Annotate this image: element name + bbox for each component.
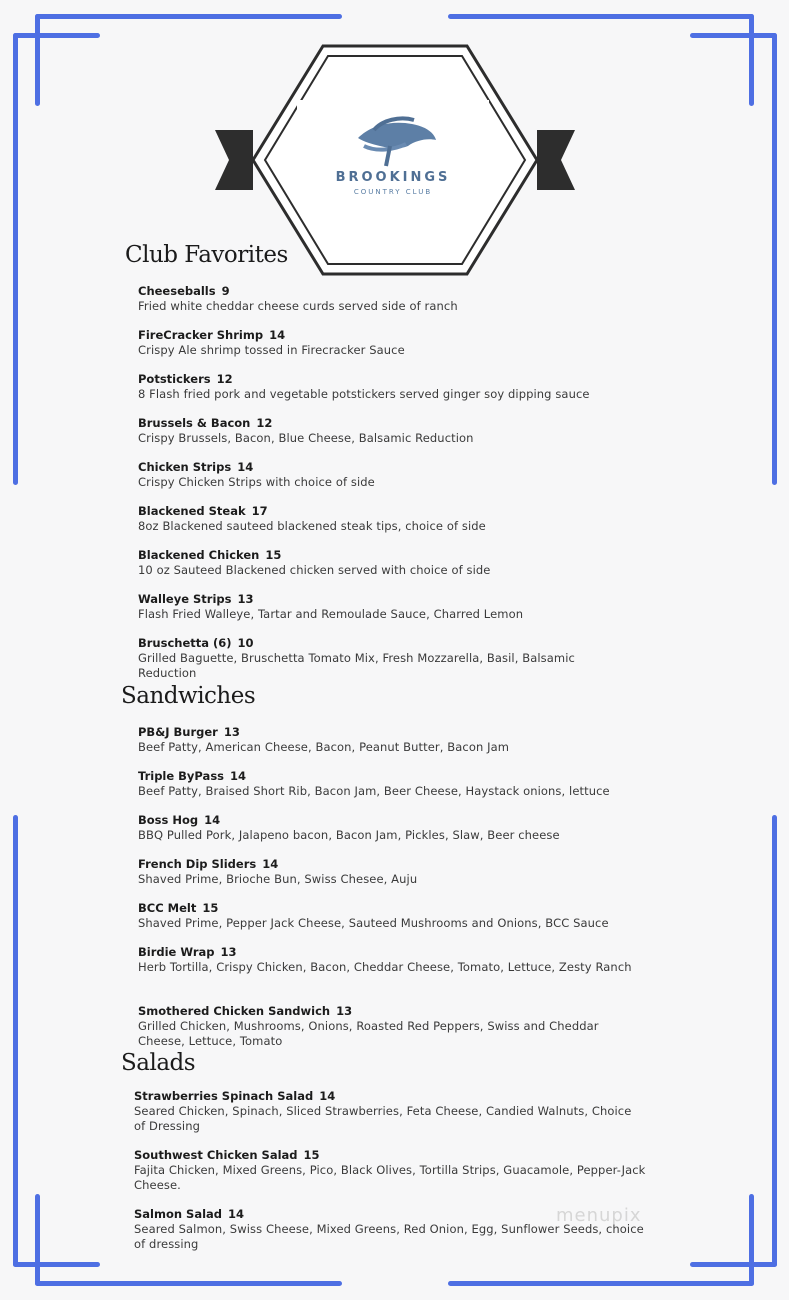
item-price: 12: [256, 416, 273, 430]
item-price: 14: [228, 1207, 245, 1221]
tree-icon: [350, 116, 440, 168]
item-name: Brussels & Bacon: [138, 416, 251, 430]
item-description: Seared Salmon, Swiss Cheese, Mixed Greens, Red Onion, Egg, Sunflower Seeds, choice of dressing: [134, 1222, 644, 1252]
menu-item: [138, 901, 668, 931]
item-price: 12: [216, 372, 233, 386]
watermark: menupix: [556, 1205, 642, 1226]
item-description: 10 oz Sauteed Blackened chicken served with choice of side: [138, 563, 491, 577]
section-heading-club-favorites: Club Favorites: [125, 242, 288, 268]
ribbon-right: [537, 130, 575, 190]
item-description: Crispy Chicken Strips with choice of side: [138, 475, 375, 489]
menu-item: [138, 813, 668, 843]
menu-item: [138, 284, 668, 314]
item-price: 13: [336, 1004, 353, 1018]
item-name: Potstickers: [138, 372, 211, 386]
item-description: Fajita Chicken, Mixed Greens, Pico, Black Olives, Tortilla Strips, Guacamole, Pepper-Jack Cheese.: [134, 1163, 646, 1193]
item-description: Shaved Prime, Brioche Bun, Swiss Chesee, Auju: [138, 872, 418, 886]
logo-subtitle: COUNTRY CLUB: [353, 188, 433, 196]
item-name: Strawberries Spinach Salad: [134, 1089, 314, 1103]
item-price: 13: [237, 592, 254, 606]
item-price: 14: [319, 1089, 336, 1103]
item-name: Chicken Strips: [138, 460, 232, 474]
item-name: Blackened Steak: [138, 504, 246, 518]
item-name: BCC Melt: [138, 901, 197, 915]
logo-name: BROOKINGS: [335, 170, 451, 185]
item-price: 9: [221, 284, 230, 298]
item-description: Seared Chicken, Spinach, Sliced Strawberries, Feta Cheese, Candied Walnuts, Choice of Dressing: [134, 1104, 632, 1134]
item-description: Beef Patty, Braised Short Rib, Bacon Jam, Beer Cheese, Haystack onions, lettuce: [138, 784, 610, 798]
item-name: Blackened Chicken: [138, 548, 260, 562]
item-name: PB&J Burger: [138, 725, 218, 739]
item-price: 14: [237, 460, 254, 474]
item-price: 15: [202, 901, 219, 915]
menu-item: [134, 1089, 634, 1135]
item-price: 14: [262, 857, 279, 871]
menu-item: [138, 945, 648, 975]
menu-item: [138, 504, 668, 534]
item-description: Herb Tortilla, Crispy Chicken, Bacon, Cheddar Cheese, Tomato, Lettuce, Zesty Ranch: [138, 960, 632, 974]
item-price: 17: [251, 504, 268, 518]
item-price: 10: [237, 636, 254, 650]
item-name: Birdie Wrap: [138, 945, 215, 959]
section-heading-sandwiches: Sandwiches: [121, 683, 256, 709]
item-name: Boss Hog: [138, 813, 199, 827]
item-price: 15: [303, 1148, 320, 1162]
menu-item: [138, 372, 668, 402]
item-description: Fried white cheddar cheese curds served side of ranch: [138, 299, 458, 313]
item-description: Shaved Prime, Pepper Jack Cheese, Sauteed Mushrooms and Onions, BCC Sauce: [138, 916, 609, 930]
menu-item: [138, 548, 668, 578]
item-name: French Dip Sliders: [138, 857, 257, 871]
item-name: FireCracker Shrimp: [138, 328, 264, 342]
menu-item: [138, 636, 618, 682]
item-description: 8oz Blackened sauteed blackened steak tips, choice of side: [138, 519, 486, 533]
item-description: 8 Flash fried pork and vegetable potstickers served ginger soy dipping sauce: [138, 387, 590, 401]
item-description: Flash Fried Walleye, Tartar and Remoulade Sauce, Charred Lemon: [138, 607, 524, 621]
item-price: 14: [230, 769, 247, 783]
menu-item: [138, 725, 668, 755]
item-name: Cheeseballs: [138, 284, 216, 298]
ribbon-left: [215, 130, 253, 190]
section-heading-salads: Salads: [121, 1050, 196, 1076]
item-description: Crispy Ale shrimp tossed in Firecracker Sauce: [138, 343, 405, 357]
menu-item: [138, 857, 668, 887]
menu-item: [134, 1148, 664, 1194]
item-price: 14: [204, 813, 221, 827]
menu-item: [138, 1004, 648, 1050]
menu-item: [138, 416, 668, 446]
item-name: Smothered Chicken Sandwich: [138, 1004, 331, 1018]
item-price: 15: [265, 548, 282, 562]
item-name: Triple ByPass: [138, 769, 225, 783]
item-name: Walleye Strips: [138, 592, 232, 606]
item-price: 14: [269, 328, 286, 342]
item-description: BBQ Pulled Pork, Jalapeno bacon, Bacon Jam, Pickles, Slaw, Beer cheese: [138, 828, 560, 842]
item-description: Grilled Baguette, Bruschetta Tomato Mix, Fresh Mozzarella, Basil, Balsamic Reduction: [138, 651, 575, 681]
item-price: 13: [220, 945, 237, 959]
menu-item: [138, 592, 668, 622]
menu-item: [138, 460, 668, 490]
menu-item: [138, 328, 668, 358]
item-description: Crispy Brussels, Bacon, Blue Cheese, Balsamic Reduction: [138, 431, 474, 445]
item-price: 13: [223, 725, 240, 739]
item-name: Southwest Chicken Salad: [134, 1148, 298, 1162]
item-name: Salmon Salad: [134, 1207, 223, 1221]
item-description: Grilled Chicken, Mushrooms, Onions, Roasted Red Peppers, Swiss and Cheddar Cheese, Lettuce, Tomato: [138, 1019, 599, 1049]
menu-item: [138, 769, 668, 799]
item-name: Bruschetta (6): [138, 636, 232, 650]
item-description: Beef Patty, American Cheese, Bacon, Peanut Butter, Bacon Jam: [138, 740, 510, 754]
